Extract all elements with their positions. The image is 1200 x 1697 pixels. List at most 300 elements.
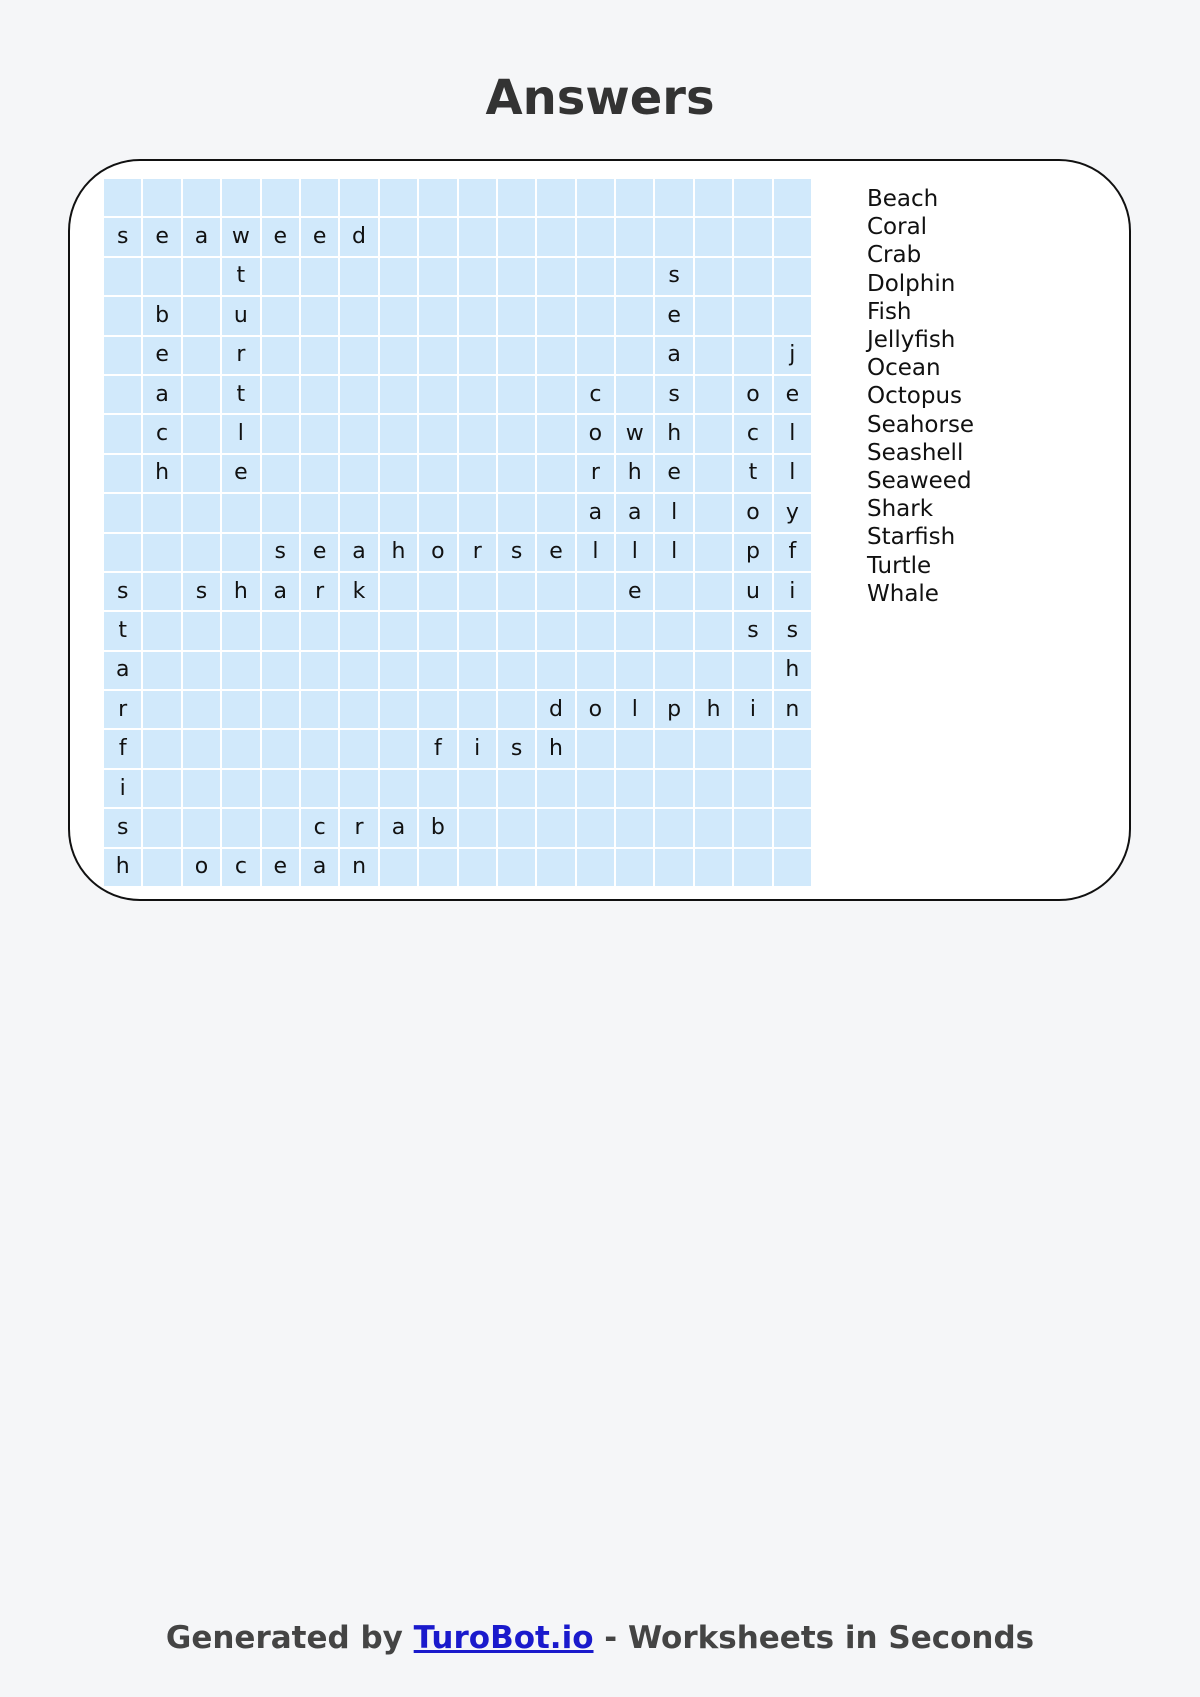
grid-cell — [301, 297, 338, 334]
puzzle-card — [68, 159, 1131, 901]
word-list-item: Ocean — [867, 355, 941, 382]
grid-cell — [183, 691, 220, 728]
grid-cell — [143, 730, 180, 767]
grid-cell — [734, 809, 771, 846]
grid-cell: l — [616, 691, 653, 728]
grid-cell — [459, 573, 496, 610]
grid-cell: l — [655, 534, 692, 571]
grid-cell — [262, 376, 299, 413]
grid-cell: s — [498, 730, 535, 767]
grid-cell — [734, 770, 771, 807]
grid-cell — [301, 415, 338, 452]
word-list-item: Seaweed — [867, 468, 972, 495]
grid-cell — [537, 494, 574, 531]
grid-cell — [380, 612, 417, 649]
grid-cell — [340, 337, 377, 374]
grid-cell — [301, 455, 338, 492]
grid-cell — [222, 652, 259, 689]
grid-cell — [577, 337, 614, 374]
grid-cell: a — [577, 494, 614, 531]
grid-cell — [695, 849, 732, 886]
grid-cell: n — [774, 691, 811, 728]
grid-cell: l — [222, 415, 259, 452]
grid-cell: l — [655, 494, 692, 531]
grid-cell: e — [537, 534, 574, 571]
grid-cell: l — [774, 415, 811, 452]
turobot-link[interactable]: TuroBot.io — [413, 1620, 594, 1656]
grid-cell — [301, 652, 338, 689]
grid-cell — [734, 652, 771, 689]
grid-cell — [616, 218, 653, 255]
grid-cell — [380, 179, 417, 216]
grid-cell — [774, 218, 811, 255]
grid-cell — [262, 337, 299, 374]
grid-cell: b — [143, 297, 180, 334]
grid-cell: p — [734, 534, 771, 571]
grid-cell — [577, 652, 614, 689]
grid-cell — [774, 770, 811, 807]
grid-cell — [498, 337, 535, 374]
grid-cell — [301, 770, 338, 807]
grid-cell — [498, 573, 535, 610]
grid-cell: c — [301, 809, 338, 846]
grid-cell — [143, 809, 180, 846]
grid-cell — [419, 258, 456, 295]
grid-cell — [498, 455, 535, 492]
grid-cell — [774, 258, 811, 295]
grid-cell — [695, 730, 732, 767]
grid-cell — [183, 455, 220, 492]
grid-cell — [380, 337, 417, 374]
grid-cell — [459, 455, 496, 492]
grid-cell — [143, 534, 180, 571]
grid-cell: c — [734, 415, 771, 452]
grid-cell — [734, 297, 771, 334]
grid-cell — [655, 218, 692, 255]
grid-cell — [104, 297, 141, 334]
grid-cell: d — [340, 218, 377, 255]
grid-cell — [774, 297, 811, 334]
grid-cell: h — [143, 455, 180, 492]
grid-cell: o — [734, 376, 771, 413]
grid-cell — [340, 770, 377, 807]
grid-cell: i — [104, 770, 141, 807]
grid-cell — [380, 218, 417, 255]
grid-cell: r — [577, 455, 614, 492]
grid-cell: n — [340, 849, 377, 886]
grid-cell: a — [143, 376, 180, 413]
grid-cell — [262, 612, 299, 649]
grid-cell: t — [222, 376, 259, 413]
grid-cell — [419, 612, 456, 649]
grid-cell — [695, 612, 732, 649]
grid-cell — [695, 218, 732, 255]
page-title: Answers — [485, 70, 715, 126]
grid-cell — [143, 691, 180, 728]
grid-cell: d — [537, 691, 574, 728]
grid-cell: h — [222, 573, 259, 610]
grid-cell — [380, 691, 417, 728]
grid-cell: e — [301, 218, 338, 255]
grid-cell: s — [262, 534, 299, 571]
grid-cell — [577, 730, 614, 767]
grid-cell: i — [774, 573, 811, 610]
grid-cell: h — [380, 534, 417, 571]
grid-cell: a — [340, 534, 377, 571]
grid-cell — [183, 809, 220, 846]
grid-cell — [301, 494, 338, 531]
grid-cell: a — [655, 337, 692, 374]
grid-cell — [104, 415, 141, 452]
grid-cell — [340, 612, 377, 649]
grid-cell — [498, 494, 535, 531]
grid-cell — [183, 415, 220, 452]
grid-cell — [459, 337, 496, 374]
grid-cell: t — [104, 612, 141, 649]
grid-cell — [301, 179, 338, 216]
grid-cell: k — [340, 573, 377, 610]
grid-cell — [537, 652, 574, 689]
grid-cell: h — [616, 455, 653, 492]
grid-cell — [104, 534, 141, 571]
grid-cell — [537, 258, 574, 295]
grid-cell: e — [143, 337, 180, 374]
grid-cell: o — [734, 494, 771, 531]
grid-cell: s — [498, 534, 535, 571]
grid-cell: e — [301, 534, 338, 571]
grid-cell — [498, 691, 535, 728]
grid-cell — [577, 849, 614, 886]
grid-cell: w — [222, 218, 259, 255]
grid-cell — [459, 612, 496, 649]
word-list-item: Starfish — [867, 524, 956, 551]
grid-cell — [143, 849, 180, 886]
grid-cell — [262, 730, 299, 767]
grid-cell — [695, 809, 732, 846]
grid-cell — [616, 809, 653, 846]
grid-cell: l — [616, 534, 653, 571]
grid-cell: f — [104, 730, 141, 767]
grid-cell: s — [655, 376, 692, 413]
grid-cell — [616, 297, 653, 334]
grid-cell: s — [104, 218, 141, 255]
grid-cell — [340, 179, 377, 216]
grid-cell — [459, 770, 496, 807]
grid-cell — [655, 770, 692, 807]
grid-cell — [616, 849, 653, 886]
grid-cell — [537, 455, 574, 492]
grid-cell — [655, 573, 692, 610]
grid-cell — [419, 691, 456, 728]
grid-cell: j — [774, 337, 811, 374]
grid-cell: a — [262, 573, 299, 610]
grid-cell — [262, 415, 299, 452]
grid-cell — [459, 652, 496, 689]
grid-cell — [537, 612, 574, 649]
grid-cell — [340, 730, 377, 767]
grid-cell — [340, 494, 377, 531]
grid-cell — [498, 652, 535, 689]
grid-cell: w — [616, 415, 653, 452]
grid-cell — [262, 770, 299, 807]
grid-cell — [537, 809, 574, 846]
word-list-item: Dolphin — [867, 270, 956, 297]
grid-cell — [577, 612, 614, 649]
grid-cell — [695, 652, 732, 689]
footer — [0, 1616, 1200, 1660]
grid-cell — [380, 770, 417, 807]
word-list-item: Turtle — [867, 552, 932, 579]
grid-cell — [537, 297, 574, 334]
grid-cell — [695, 297, 732, 334]
grid-cell — [380, 730, 417, 767]
grid-cell — [459, 179, 496, 216]
grid-cell: b — [419, 809, 456, 846]
grid-cell — [498, 258, 535, 295]
grid-cell — [616, 258, 653, 295]
grid-cell — [695, 376, 732, 413]
grid-cell — [774, 809, 811, 846]
grid-cell: f — [419, 730, 456, 767]
grid-cell: a — [104, 652, 141, 689]
grid-cell — [498, 297, 535, 334]
grid-cell — [262, 258, 299, 295]
grid-cell — [459, 297, 496, 334]
grid-cell — [380, 258, 417, 295]
grid-cell — [419, 218, 456, 255]
grid-cell — [459, 218, 496, 255]
word-list-item: Seahorse — [867, 411, 975, 438]
grid-cell — [616, 337, 653, 374]
grid-cell — [616, 652, 653, 689]
grid-cell — [340, 258, 377, 295]
grid-cell — [695, 573, 732, 610]
grid-cell — [577, 573, 614, 610]
grid-cell: p — [655, 691, 692, 728]
grid-cell: r — [340, 809, 377, 846]
grid-cell: o — [577, 691, 614, 728]
grid-cell — [616, 376, 653, 413]
grid-cell: a — [301, 849, 338, 886]
grid-cell: t — [222, 258, 259, 295]
grid-cell — [340, 415, 377, 452]
grid-cell — [222, 730, 259, 767]
grid-cell — [734, 218, 771, 255]
grid-cell: o — [577, 415, 614, 452]
grid-cell — [340, 691, 377, 728]
grid-cell — [380, 652, 417, 689]
grid-cell — [380, 573, 417, 610]
grid-cell — [340, 297, 377, 334]
footer-suffix: - Worksheets in Seconds — [593, 1620, 1035, 1656]
grid-cell — [222, 534, 259, 571]
grid-cell — [695, 258, 732, 295]
grid-cell — [222, 179, 259, 216]
grid-cell — [577, 179, 614, 216]
grid-cell — [734, 258, 771, 295]
grid-cell — [655, 849, 692, 886]
grid-cell — [143, 652, 180, 689]
grid-cell — [695, 415, 732, 452]
grid-cell — [301, 337, 338, 374]
grid-cell — [498, 415, 535, 452]
grid-cell — [734, 337, 771, 374]
grid-cell — [183, 494, 220, 531]
grid-cell: i — [459, 730, 496, 767]
grid-cell — [498, 770, 535, 807]
grid-cell: c — [577, 376, 614, 413]
grid-cell: r — [222, 337, 259, 374]
grid-cell — [616, 730, 653, 767]
grid-cell — [459, 691, 496, 728]
word-list-item: Fish — [867, 298, 912, 325]
grid-cell — [262, 494, 299, 531]
grid-cell — [222, 809, 259, 846]
grid-cell — [459, 809, 496, 846]
grid-cell: e — [655, 297, 692, 334]
word-list-item: Coral — [867, 214, 928, 241]
grid-cell — [143, 770, 180, 807]
word-list-item: Shark — [867, 496, 934, 523]
grid-cell — [380, 849, 417, 886]
grid-cell: o — [183, 849, 220, 886]
word-list-item: Seashell — [867, 439, 964, 466]
grid-cell: h — [655, 415, 692, 452]
grid-cell — [301, 376, 338, 413]
grid-cell — [419, 337, 456, 374]
grid-cell — [655, 179, 692, 216]
grid-cell — [419, 297, 456, 334]
grid-cell — [655, 730, 692, 767]
grid-cell — [734, 179, 771, 216]
grid-cell: e — [143, 218, 180, 255]
grid-cell — [537, 770, 574, 807]
grid-cell — [655, 652, 692, 689]
grid-cell — [380, 455, 417, 492]
grid-cell — [419, 770, 456, 807]
grid-cell — [183, 534, 220, 571]
grid-cell: h — [695, 691, 732, 728]
grid-cell: s — [734, 612, 771, 649]
grid-cell — [419, 455, 456, 492]
grid-cell — [340, 455, 377, 492]
grid-cell: s — [774, 612, 811, 649]
grid-cell — [577, 297, 614, 334]
grid-cell — [419, 415, 456, 452]
grid-cell — [104, 337, 141, 374]
word-list-item: Beach — [867, 186, 939, 212]
grid-cell — [183, 376, 220, 413]
grid-cell — [774, 849, 811, 886]
grid-cell: a — [616, 494, 653, 531]
grid-cell: t — [734, 455, 771, 492]
grid-cell: h — [537, 730, 574, 767]
grid-cell — [498, 179, 535, 216]
word-list-item: Whale — [867, 580, 939, 607]
grid-cell: a — [183, 218, 220, 255]
grid-cell — [222, 770, 259, 807]
grid-cell: i — [734, 691, 771, 728]
grid-cell: e — [774, 376, 811, 413]
grid-cell — [616, 612, 653, 649]
grid-cell — [537, 218, 574, 255]
grid-cell — [301, 730, 338, 767]
grid-cell: r — [104, 691, 141, 728]
grid-cell — [537, 573, 574, 610]
grid-cell — [498, 809, 535, 846]
grid-cell — [301, 258, 338, 295]
word-list-item: Jellyfish — [867, 327, 956, 354]
grid-cell: s — [655, 258, 692, 295]
grid-cell — [143, 612, 180, 649]
grid-cell — [104, 455, 141, 492]
grid-cell — [695, 770, 732, 807]
grid-cell — [537, 415, 574, 452]
grid-cell: h — [774, 652, 811, 689]
grid-cell — [774, 730, 811, 767]
grid-cell — [183, 770, 220, 807]
grid-cell — [183, 179, 220, 216]
word-list-item: Crab — [867, 242, 922, 269]
grid-cell — [577, 809, 614, 846]
grid-cell — [695, 337, 732, 374]
grid-cell — [183, 652, 220, 689]
grid-cell — [222, 691, 259, 728]
grid-cell: s — [183, 573, 220, 610]
grid-cell: u — [734, 573, 771, 610]
grid-cell: r — [459, 534, 496, 571]
grid-cell — [183, 612, 220, 649]
grid-cell — [301, 612, 338, 649]
grid-cell: c — [222, 849, 259, 886]
grid-cell: e — [262, 849, 299, 886]
grid-cell — [537, 179, 574, 216]
grid-cell — [143, 258, 180, 295]
grid-cell: o — [419, 534, 456, 571]
grid-cell — [774, 179, 811, 216]
grid-cell — [104, 376, 141, 413]
grid-cell — [655, 809, 692, 846]
grid-cell: h — [104, 849, 141, 886]
grid-cell — [459, 415, 496, 452]
grid-cell — [419, 849, 456, 886]
grid-cell — [262, 179, 299, 216]
grid-cell: a — [380, 809, 417, 846]
grid-cell — [616, 770, 653, 807]
grid-cell: u — [222, 297, 259, 334]
grid-cell — [143, 494, 180, 531]
grid-cell — [380, 376, 417, 413]
grid-cell — [104, 179, 141, 216]
grid-cell — [143, 573, 180, 610]
grid-cell — [262, 652, 299, 689]
grid-cell — [734, 849, 771, 886]
grid-cell — [301, 691, 338, 728]
grid-cell — [537, 337, 574, 374]
grid-cell — [262, 691, 299, 728]
grid-cell: y — [774, 494, 811, 531]
grid-cell — [459, 376, 496, 413]
grid-cell — [419, 652, 456, 689]
grid-cell — [262, 455, 299, 492]
grid-cell — [498, 218, 535, 255]
grid-cell — [183, 337, 220, 374]
grid-cell — [695, 534, 732, 571]
grid-cell — [577, 218, 614, 255]
grid-cell — [655, 612, 692, 649]
grid-cell: l — [774, 455, 811, 492]
grid-cell — [419, 179, 456, 216]
